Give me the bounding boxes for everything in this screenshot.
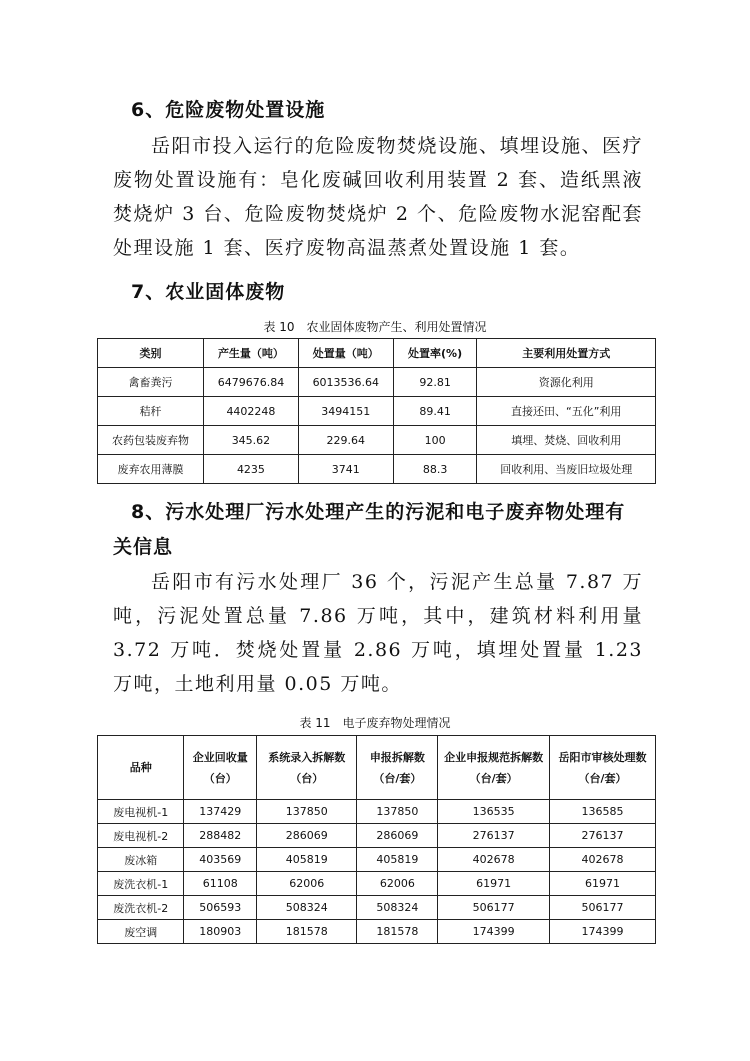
table-10-row <box>98 368 656 397</box>
table-cell: 92.81 <box>393 368 477 397</box>
table-11 <box>97 735 656 944</box>
table-10-header-row <box>98 339 656 368</box>
table-cell: 136585 <box>549 800 655 824</box>
table-cell: 403569 <box>184 848 257 872</box>
table-11-header: 企业回收量（台） <box>184 736 257 800</box>
table-cell: 填埋、焚烧、回收利用 <box>477 426 656 455</box>
table-cell: 137850 <box>357 800 438 824</box>
table-11-header-row <box>98 736 656 800</box>
table-cell: 废洗衣机-2 <box>98 896 184 920</box>
table-11-header: 品种 <box>98 736 184 800</box>
table-11-row <box>98 824 656 848</box>
table-cell: 回收利用、当废旧垃圾处理 <box>477 455 656 484</box>
table-10-header: 类别 <box>98 339 204 368</box>
table-cell: 废冰箱 <box>98 848 184 872</box>
table-cell: 276137 <box>549 824 655 848</box>
section-8-paragraph: 岳阳市有污水处理厂 36 个，污泥产生总量 7.87 万吨，污泥处置总量 7.86 万吨，其中，建筑材料利用量 3.72 万吨．焚烧处置量 2.86 万吨，填埋处置量 1.23 万吨，土地利用量 0.05 万吨。 <box>113 571 643 695</box>
table-cell: 136535 <box>438 800 550 824</box>
table-10 <box>97 338 656 484</box>
table-10-header: 主要利用处置方式 <box>477 339 656 368</box>
table-11-row <box>98 872 656 896</box>
table-10-row <box>98 455 656 484</box>
table-cell: 废电视机-2 <box>98 824 184 848</box>
table-cell: 3494151 <box>298 397 393 426</box>
table-cell: 229.64 <box>298 426 393 455</box>
table-11-row <box>98 848 656 872</box>
table-cell: 181578 <box>257 920 357 944</box>
table-cell: 402678 <box>549 848 655 872</box>
table-cell: 禽畜粪污 <box>98 368 204 397</box>
table-cell: 174399 <box>549 920 655 944</box>
table-cell: 废弃农用薄膜 <box>98 455 204 484</box>
table-cell: 资源化利用 <box>477 368 656 397</box>
table-10-header: 处置量（吨） <box>298 339 393 368</box>
table-cell: 废空调 <box>98 920 184 944</box>
table-11-row <box>98 920 656 944</box>
table-cell: 4235 <box>204 455 299 484</box>
section-6-paragraph: 岳阳市投入运行的危险废物焚烧设施、填埋设施、医疗废物处置设施有：皂化废碱回收利用装置 2 套、造纸黑液焚烧炉 3 台、危险废物焚烧炉 2 个、危险废物水泥窑配套处理设施 1 套、医疗废物高温蒸煮处置设施 1 套。 <box>113 135 644 259</box>
table-cell: 180903 <box>184 920 257 944</box>
table-cell: 405819 <box>257 848 357 872</box>
table-cell: 286069 <box>357 824 438 848</box>
table-11-header: 申报拆解数（台/套） <box>357 736 438 800</box>
table-cell: 直接还田、“五化”利用 <box>477 397 656 426</box>
table-cell: 62006 <box>357 872 438 896</box>
table-cell: 137850 <box>257 800 357 824</box>
table-11-header: 系统录入拆解数（台） <box>257 736 357 800</box>
table-cell: 288482 <box>184 824 257 848</box>
table-cell: 506177 <box>549 896 655 920</box>
table-cell: 3741 <box>298 455 393 484</box>
table-cell: 农药包装废弃物 <box>98 426 204 455</box>
table-cell: 6013536.64 <box>298 368 393 397</box>
table-10-caption: 表 10 农业固体废物产生、利用处置情况 <box>263 320 487 334</box>
table-cell: 89.41 <box>393 397 477 426</box>
table-cell: 100 <box>393 426 477 455</box>
table-10-row <box>98 426 656 455</box>
section-8-heading-line-1: 8、污水处理厂污水处理产生的污泥和电子废弃物处理有 <box>131 501 626 523</box>
table-cell: 508324 <box>257 896 357 920</box>
table-cell: 61108 <box>184 872 257 896</box>
table-cell: 506593 <box>184 896 257 920</box>
table-cell: 88.3 <box>393 455 477 484</box>
table-cell: 61971 <box>549 872 655 896</box>
table-cell: 废电视机-1 <box>98 800 184 824</box>
section-6-heading: 6、危险废物处置设施 <box>131 99 326 121</box>
table-cell: 4402248 <box>204 397 299 426</box>
table-11-header: 企业申报规范拆解数（台/套） <box>438 736 550 800</box>
table-10-header: 产生量（吨） <box>204 339 299 368</box>
table-cell: 137429 <box>184 800 257 824</box>
table-11-row <box>98 800 656 824</box>
table-cell: 62006 <box>257 872 357 896</box>
table-10-row <box>98 397 656 426</box>
table-11-row <box>98 896 656 920</box>
table-cell: 61971 <box>438 872 550 896</box>
table-cell: 405819 <box>357 848 438 872</box>
table-cell: 秸秆 <box>98 397 204 426</box>
table-cell: 276137 <box>438 824 550 848</box>
table-cell: 174399 <box>438 920 550 944</box>
table-cell: 废洗衣机-1 <box>98 872 184 896</box>
table-cell: 506177 <box>438 896 550 920</box>
table-cell: 402678 <box>438 848 550 872</box>
table-cell: 181578 <box>357 920 438 944</box>
section-7-heading: 7、农业固体废物 <box>131 281 286 303</box>
section-8-heading-line-2: 关信息 <box>113 536 174 558</box>
table-cell: 508324 <box>357 896 438 920</box>
table-10-header: 处置率(%) <box>393 339 477 368</box>
table-cell: 6479676.84 <box>204 368 299 397</box>
table-cell: 286069 <box>257 824 357 848</box>
table-cell: 345.62 <box>204 426 299 455</box>
table-11-header: 岳阳市审核处理数（台/套） <box>549 736 655 800</box>
table-11-caption: 表 11 电子废弃物处理情况 <box>299 716 451 730</box>
